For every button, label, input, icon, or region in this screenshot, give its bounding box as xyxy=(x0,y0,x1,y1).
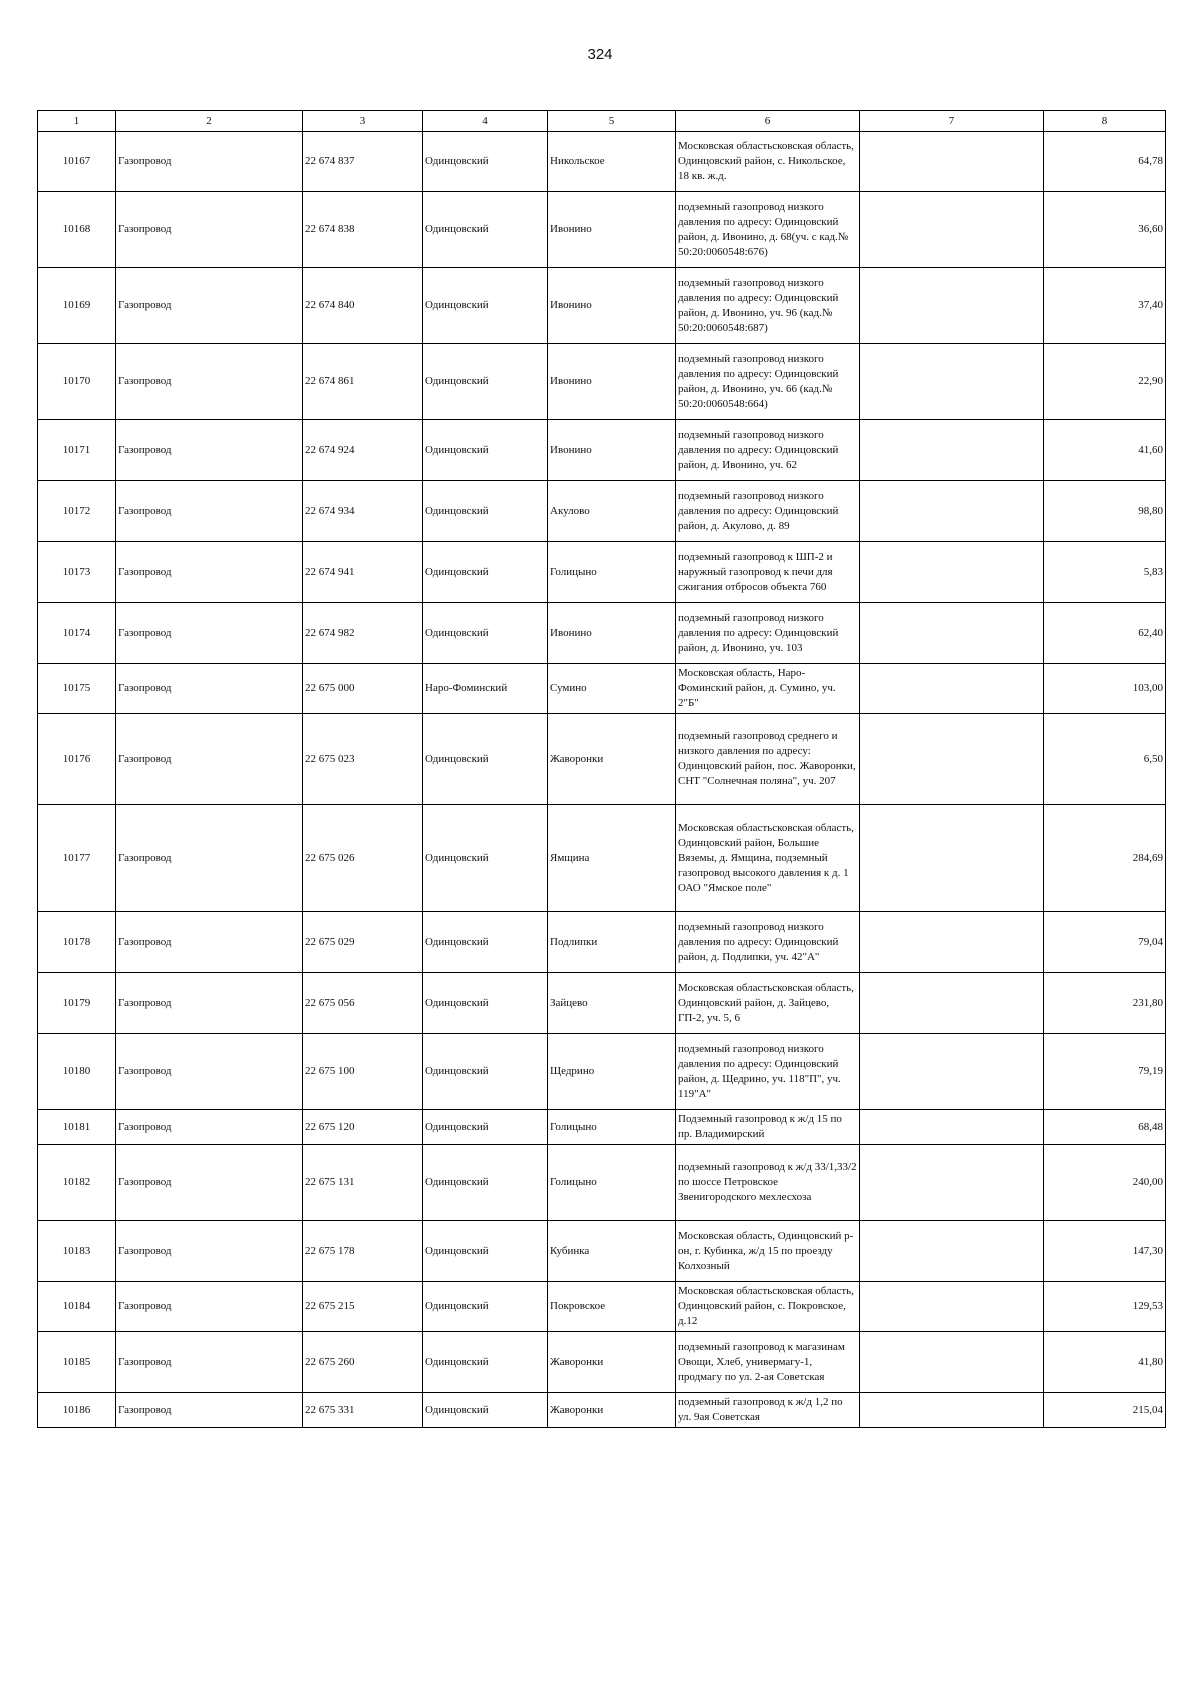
inventory-number-cell: 22 674 837 xyxy=(303,132,423,192)
object-name-cell: Газопровод xyxy=(116,1034,303,1110)
table-row xyxy=(38,1221,1166,1282)
district-cell: Одинцовский xyxy=(423,1393,548,1428)
header-row xyxy=(38,111,1166,132)
object-name-cell: Газопровод xyxy=(116,420,303,481)
length-value-cell: 79,04 xyxy=(1044,912,1166,973)
inventory-number-cell: 22 674 861 xyxy=(303,344,423,420)
notes-cell xyxy=(860,542,1044,603)
length-value-cell: 36,60 xyxy=(1044,192,1166,268)
settlement-cell: Сумино xyxy=(548,664,676,714)
table-row xyxy=(38,603,1166,664)
inventory-number-cell: 22 675 029 xyxy=(303,912,423,973)
settlement-cell: Ивонино xyxy=(548,420,676,481)
page-number: 324 xyxy=(587,46,613,63)
address-cell: Московская областьсковская область, Одинцовский район, Большие Вяземы, д. Ямщина, подземный газопровод высокого давления к д. 1 ОАО "Ямское поле" xyxy=(676,805,860,912)
inventory-number-cell: 22 674 924 xyxy=(303,420,423,481)
column-header: 4 xyxy=(423,111,548,132)
notes-cell xyxy=(860,481,1044,542)
district-cell: Одинцовский xyxy=(423,132,548,192)
row-number-cell: 10186 xyxy=(38,1393,116,1428)
district-cell: Одинцовский xyxy=(423,344,548,420)
district-cell: Одинцовский xyxy=(423,1332,548,1393)
column-header: 5 xyxy=(548,111,676,132)
object-name-cell: Газопровод xyxy=(116,132,303,192)
district-cell: Одинцовский xyxy=(423,481,548,542)
row-number-cell: 10181 xyxy=(38,1110,116,1145)
district-cell: Одинцовский xyxy=(423,1221,548,1282)
settlement-cell: Голицыно xyxy=(548,542,676,603)
table-row xyxy=(38,714,1166,805)
table-row xyxy=(38,1110,1166,1145)
row-number-cell: 10182 xyxy=(38,1145,116,1221)
object-name-cell: Газопровод xyxy=(116,344,303,420)
district-cell: Наро-Фоминский xyxy=(423,664,548,714)
address-cell: подземный газопровод низкого давления по адресу: Одинцовский район, д. Ивонино, уч. 96 (кад.№ 50:20:0060548:687) xyxy=(676,268,860,344)
address-cell: подземный газопровод низкого давления по адресу: Одинцовский район, д. Акулово, д. 89 xyxy=(676,481,860,542)
length-value-cell: 231,80 xyxy=(1044,973,1166,1034)
district-cell: Одинцовский xyxy=(423,542,548,603)
settlement-cell: Голицыно xyxy=(548,1145,676,1221)
notes-cell xyxy=(860,912,1044,973)
inventory-number-cell: 22 675 178 xyxy=(303,1221,423,1282)
object-name-cell: Газопровод xyxy=(116,973,303,1034)
district-cell: Одинцовский xyxy=(423,1145,548,1221)
length-value-cell: 240,00 xyxy=(1044,1145,1166,1221)
address-cell: подземный газопровод к ж/д 1,2 по ул. 9ая Советская xyxy=(676,1393,860,1428)
settlement-cell: Жаворонки xyxy=(548,1332,676,1393)
address-cell: Московская область, Наро-Фоминский район, д. Сумино, уч. 2"Б" xyxy=(676,664,860,714)
district-cell: Одинцовский xyxy=(423,603,548,664)
length-value-cell: 103,00 xyxy=(1044,664,1166,714)
inventory-number-cell: 22 675 023 xyxy=(303,714,423,805)
row-number-cell: 10170 xyxy=(38,344,116,420)
object-name-cell: Газопровод xyxy=(116,912,303,973)
notes-cell xyxy=(860,664,1044,714)
district-cell: Одинцовский xyxy=(423,714,548,805)
address-cell: подземный газопровод низкого давления по адресу: Одинцовский район, д. Ивонино, уч. 66 (кад.№ 50:20:0060548:664) xyxy=(676,344,860,420)
address-cell: подземный газопровод низкого давления по адресу: Одинцовский район, д. Подлипки, уч. 42"А" xyxy=(676,912,860,973)
settlement-cell: Щедрино xyxy=(548,1034,676,1110)
object-name-cell: Газопровод xyxy=(116,805,303,912)
row-number-cell: 10177 xyxy=(38,805,116,912)
column-header: 3 xyxy=(303,111,423,132)
table-row xyxy=(38,1393,1166,1428)
settlement-cell: Никольское xyxy=(548,132,676,192)
row-number-cell: 10176 xyxy=(38,714,116,805)
length-value-cell: 5,83 xyxy=(1044,542,1166,603)
notes-cell xyxy=(860,1110,1044,1145)
column-header: 8 xyxy=(1044,111,1166,132)
length-value-cell: 62,40 xyxy=(1044,603,1166,664)
settlement-cell: Кубинка xyxy=(548,1221,676,1282)
notes-cell xyxy=(860,1034,1044,1110)
inventory-number-cell: 22 675 215 xyxy=(303,1282,423,1332)
district-cell: Одинцовский xyxy=(423,805,548,912)
row-number-cell: 10172 xyxy=(38,481,116,542)
address-cell: Московская область, Одинцовский р-он, г. Кубинка, ж/д 15 по проезду Колхозный xyxy=(676,1221,860,1282)
object-name-cell: Газопровод xyxy=(116,542,303,603)
table-row xyxy=(38,664,1166,714)
settlement-cell: Жаворонки xyxy=(548,1393,676,1428)
address-cell: подземный газопровод низкого давления по адресу: Одинцовский район, д. Ивонино, уч. 62 xyxy=(676,420,860,481)
row-number-cell: 10179 xyxy=(38,973,116,1034)
object-name-cell: Газопровод xyxy=(116,664,303,714)
object-name-cell: Газопровод xyxy=(116,481,303,542)
length-value-cell: 147,30 xyxy=(1044,1221,1166,1282)
inventory-number-cell: 22 674 941 xyxy=(303,542,423,603)
inventory-number-cell: 22 674 838 xyxy=(303,192,423,268)
column-header: 2 xyxy=(116,111,303,132)
inventory-number-cell: 22 675 331 xyxy=(303,1393,423,1428)
table-row xyxy=(38,1282,1166,1332)
object-name-cell: Газопровод xyxy=(116,1110,303,1145)
object-name-cell: Газопровод xyxy=(116,603,303,664)
row-number-cell: 10185 xyxy=(38,1332,116,1393)
table-row xyxy=(38,481,1166,542)
address-cell: подземный газопровод среднего и низкого давления по адресу: Одинцовский район, пос. Жаворонки, СНТ "Солнечная поляна", уч. 207 xyxy=(676,714,860,805)
settlement-cell: Ивонино xyxy=(548,603,676,664)
district-cell: Одинцовский xyxy=(423,912,548,973)
inventory-number-cell: 22 675 260 xyxy=(303,1332,423,1393)
settlement-cell: Ивонино xyxy=(548,192,676,268)
table-row xyxy=(38,1145,1166,1221)
table-row xyxy=(38,268,1166,344)
notes-cell xyxy=(860,1145,1044,1221)
settlement-cell: Подлипки xyxy=(548,912,676,973)
length-value-cell: 215,04 xyxy=(1044,1393,1166,1428)
table-row xyxy=(38,1332,1166,1393)
length-value-cell: 22,90 xyxy=(1044,344,1166,420)
district-cell: Одинцовский xyxy=(423,973,548,1034)
address-cell: подземный газопровод низкого давления по адресу: Одинцовский район, д. Щедрино, уч. 118"П", уч. 119"А" xyxy=(676,1034,860,1110)
notes-cell xyxy=(860,420,1044,481)
settlement-cell: Зайцево xyxy=(548,973,676,1034)
notes-cell xyxy=(860,714,1044,805)
table-row xyxy=(38,805,1166,912)
table-row xyxy=(38,344,1166,420)
notes-cell xyxy=(860,1282,1044,1332)
settlement-cell: Покровское xyxy=(548,1282,676,1332)
address-cell: подземный газопровод к ШП-2 и наружный газопровод к печи для сжигания отбросов объекта 760 xyxy=(676,542,860,603)
notes-cell xyxy=(860,1332,1044,1393)
address-cell: Подземный газопровод к ж/д 15 по пр. Владимирский xyxy=(676,1110,860,1145)
notes-cell xyxy=(860,1393,1044,1428)
length-value-cell: 41,60 xyxy=(1044,420,1166,481)
settlement-cell: Жаворонки xyxy=(548,714,676,805)
row-number-cell: 10178 xyxy=(38,912,116,973)
length-value-cell: 79,19 xyxy=(1044,1034,1166,1110)
column-header: 1 xyxy=(38,111,116,132)
inventory-number-cell: 22 675 120 xyxy=(303,1110,423,1145)
length-value-cell: 68,48 xyxy=(1044,1110,1166,1145)
length-value-cell: 284,69 xyxy=(1044,805,1166,912)
object-name-cell: Газопровод xyxy=(116,1221,303,1282)
notes-cell xyxy=(860,344,1044,420)
row-number-cell: 10171 xyxy=(38,420,116,481)
length-value-cell: 37,40 xyxy=(1044,268,1166,344)
notes-cell xyxy=(860,603,1044,664)
district-cell: Одинцовский xyxy=(423,420,548,481)
table-row xyxy=(38,192,1166,268)
settlement-cell: Акулово xyxy=(548,481,676,542)
row-number-cell: 10169 xyxy=(38,268,116,344)
object-name-cell: Газопровод xyxy=(116,714,303,805)
settlement-cell: Ивонино xyxy=(548,344,676,420)
notes-cell xyxy=(860,268,1044,344)
length-value-cell: 64,78 xyxy=(1044,132,1166,192)
column-header: 7 xyxy=(860,111,1044,132)
length-value-cell: 6,50 xyxy=(1044,714,1166,805)
address-cell: Московская областьсковская область, Одинцовский район, с. Никольское, 18 кв. ж.д. xyxy=(676,132,860,192)
length-value-cell: 98,80 xyxy=(1044,481,1166,542)
address-cell: подземный газопровод низкого давления по адресу: Одинцовский район, д. Ивонино, уч. 103 xyxy=(676,603,860,664)
inventory-number-cell: 22 675 100 xyxy=(303,1034,423,1110)
notes-cell xyxy=(860,805,1044,912)
table-body xyxy=(38,132,1166,1428)
row-number-cell: 10173 xyxy=(38,542,116,603)
object-name-cell: Газопровод xyxy=(116,192,303,268)
district-cell: Одинцовский xyxy=(423,268,548,344)
address-cell: подземный газопровод к ж/д 33/1,33/2 по шоссе Петровское Звенигородского мехлесхоза xyxy=(676,1145,860,1221)
length-value-cell: 41,80 xyxy=(1044,1332,1166,1393)
address-cell: Московская областьсковская область, Одинцовский район, с. Покровское, д.12 xyxy=(676,1282,860,1332)
object-name-cell: Газопровод xyxy=(116,1332,303,1393)
notes-cell xyxy=(860,1221,1044,1282)
inventory-number-cell: 22 674 840 xyxy=(303,268,423,344)
object-name-cell: Газопровод xyxy=(116,1282,303,1332)
row-number-cell: 10167 xyxy=(38,132,116,192)
district-cell: Одинцовский xyxy=(423,1282,548,1332)
property-table xyxy=(37,110,1166,1428)
table-row xyxy=(38,132,1166,192)
settlement-cell: Голицыно xyxy=(548,1110,676,1145)
table-row xyxy=(38,542,1166,603)
notes-cell xyxy=(860,973,1044,1034)
settlement-cell: Ивонино xyxy=(548,268,676,344)
settlement-cell: Ямщина xyxy=(548,805,676,912)
row-number-cell: 10180 xyxy=(38,1034,116,1110)
row-number-cell: 10168 xyxy=(38,192,116,268)
address-cell: подземный газопровод низкого давления по адресу: Одинцовский район, д. Ивонино, д. 68(уч. с кад.№ 50:20:0060548:676) xyxy=(676,192,860,268)
address-cell: подземный газопровод к магазинам Овощи, Хлеб, универмагу-1, продмагу по ул. 2-ая Советская xyxy=(676,1332,860,1393)
inventory-number-cell: 22 674 934 xyxy=(303,481,423,542)
inventory-number-cell: 22 675 026 xyxy=(303,805,423,912)
row-number-cell: 10183 xyxy=(38,1221,116,1282)
table-row xyxy=(38,912,1166,973)
inventory-number-cell: 22 675 000 xyxy=(303,664,423,714)
row-number-cell: 10174 xyxy=(38,603,116,664)
district-cell: Одинцовский xyxy=(423,1110,548,1145)
notes-cell xyxy=(860,192,1044,268)
district-cell: Одинцовский xyxy=(423,192,548,268)
table-row xyxy=(38,973,1166,1034)
object-name-cell: Газопровод xyxy=(116,268,303,344)
row-number-cell: 10175 xyxy=(38,664,116,714)
district-cell: Одинцовский xyxy=(423,1034,548,1110)
notes-cell xyxy=(860,132,1044,192)
object-name-cell: Газопровод xyxy=(116,1145,303,1221)
inventory-number-cell: 22 675 056 xyxy=(303,973,423,1034)
inventory-number-cell: 22 675 131 xyxy=(303,1145,423,1221)
object-name-cell: Газопровод xyxy=(116,1393,303,1428)
column-header: 6 xyxy=(676,111,860,132)
length-value-cell: 129,53 xyxy=(1044,1282,1166,1332)
row-number-cell: 10184 xyxy=(38,1282,116,1332)
address-cell: Московская областьсковская область, Одинцовский район, д. Зайцево, ГП-2, уч. 5, 6 xyxy=(676,973,860,1034)
table-row xyxy=(38,1034,1166,1110)
inventory-number-cell: 22 674 982 xyxy=(303,603,423,664)
table-row xyxy=(38,420,1166,481)
